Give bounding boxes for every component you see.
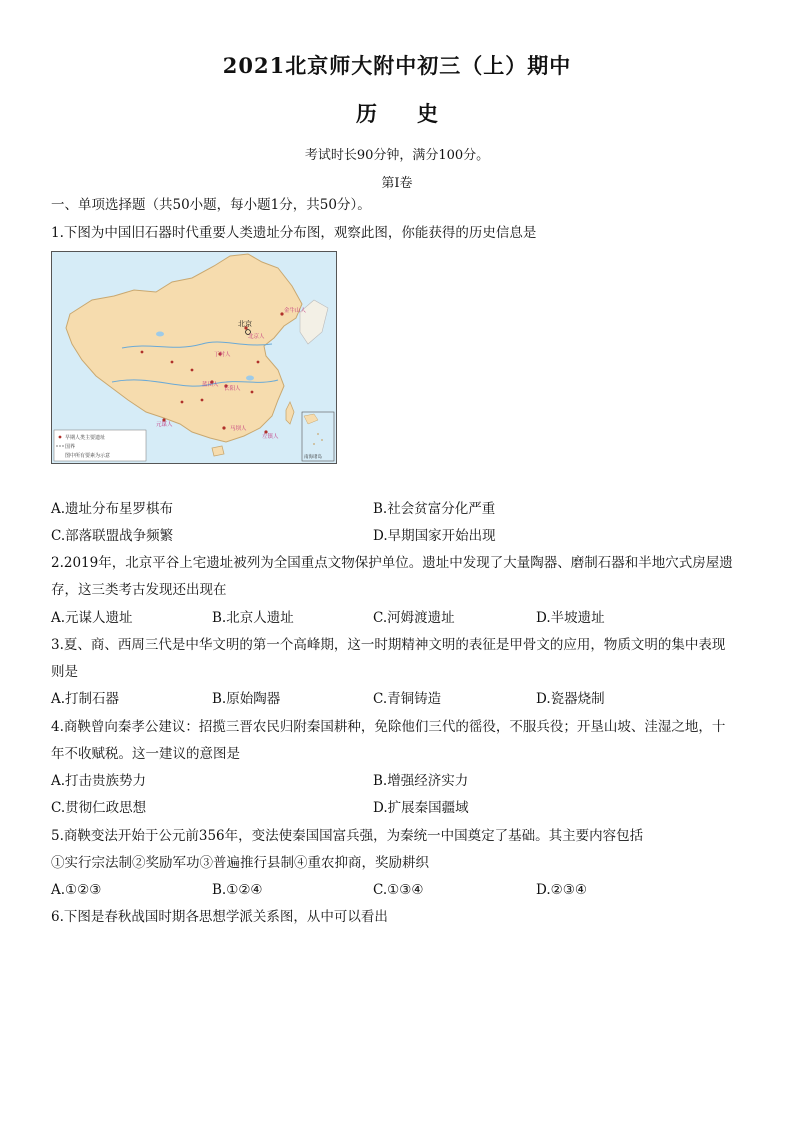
legend-item: 早期人类主要遗址 <box>65 435 106 441</box>
legend-item: 图中所有要素为示意 <box>65 453 111 459</box>
question-1-option-b[interactable]: B.社会贫富分化严重 <box>373 501 496 517</box>
hainan-landmass <box>212 446 224 456</box>
section-heading: 一、单项选择题（共50小题，每小题1分，共50分）。 <box>51 197 371 213</box>
map-legend <box>54 430 146 461</box>
lake <box>246 376 254 381</box>
question-4-stem-line-2: 年不收赋税。这一建议的意图是 <box>51 746 240 762</box>
lake <box>156 332 164 337</box>
question-3-option-b[interactable]: B.原始陶器 <box>212 691 281 707</box>
question-5-option-c[interactable]: C.①③④ <box>373 882 424 898</box>
china-landmass <box>66 254 302 442</box>
neighbor-land <box>300 300 328 344</box>
question-5-option-b[interactable]: B.①②④ <box>212 882 263 898</box>
site-label: 左镇人 <box>262 434 279 440</box>
china-paleolithic-sites-map <box>51 251 337 464</box>
question-5-stem-line-2: ①实行宗法制②奖励军功③普遍推行县制④重农抑商，奖励耕织 <box>51 855 429 871</box>
legend-item: 国界 <box>65 444 76 450</box>
map-graphic <box>52 252 336 463</box>
subject-title <box>0 98 794 128</box>
question-3-option-c[interactable]: C.青铜铸造 <box>373 691 442 707</box>
subject-char-1: 历 <box>356 101 377 126</box>
question-2-option-a[interactable]: A.元谋人遗址 <box>51 610 133 626</box>
question-1-option-c[interactable]: C.部落联盟战争频繁 <box>51 528 174 544</box>
question-2-stem-line-1: 2.2019年，北京平谷上宅遗址被列为全国重点文物保护单位。遗址中发现了大量陶器、磨制石器和半地穴式房屋遗 <box>51 555 733 571</box>
question-2-stem-line-2: 存，这三类考古发现还出现在 <box>51 582 227 598</box>
question-5-option-a[interactable]: A.①②③ <box>51 882 102 898</box>
question-3-stem-line-2: 则是 <box>51 664 78 680</box>
subject-char-2: 史 <box>417 101 438 126</box>
south-sea-inset <box>302 412 334 461</box>
site-label: 长阳人 <box>224 386 241 392</box>
inset-label: 南海诸岛 <box>304 455 322 460</box>
beijing-label: 北京 <box>238 320 252 328</box>
volume-label: 第Ⅰ卷 <box>381 176 413 191</box>
question-3-option-a[interactable]: A.打制石器 <box>51 691 120 707</box>
question-1-option-a[interactable]: A.遗址分布星罗棋布 <box>51 501 174 517</box>
site-label: 金牛山人 <box>284 308 307 314</box>
question-2-option-b[interactable]: B.北京人遗址 <box>212 610 294 626</box>
taiwan-landmass <box>286 402 294 424</box>
question-6-stem: 6.下图是春秋战国时期各思想学派关系图，从中可以看出 <box>51 909 388 925</box>
exam-title: 2021北京师大附中初三（上）期中 <box>222 53 572 78</box>
question-1-stem: 1.下图为中国旧石器时代重要人类遗址分布图，观察此图，你能获得的历史信息是 <box>51 225 537 241</box>
question-4-option-b[interactable]: B.增强经济实力 <box>373 773 469 789</box>
question-4-option-d[interactable]: D.扩展秦国疆域 <box>373 800 469 816</box>
question-5-option-d[interactable]: D.②③④ <box>536 882 587 898</box>
question-4-option-c[interactable]: C.贯彻仁政思想 <box>51 800 147 816</box>
question-4-option-a[interactable]: A.打击贵族势力 <box>51 773 147 789</box>
question-1-option-d[interactable]: D.早期国家开始出现 <box>373 528 496 544</box>
question-3-option-d[interactable]: D.瓷器烧制 <box>536 691 605 707</box>
question-2-option-c[interactable]: C.河姆渡遗址 <box>373 610 455 626</box>
exam-time-info: 考试时长90分钟，满分100分。 <box>304 148 490 163</box>
question-3-stem-line-1: 3.夏、商、西周三代是中华文明的第一个高峰期，这一时期精神文明的表征是甲骨文的应用，物质文明的集中表现 <box>51 637 726 653</box>
site-label: 马坝人 <box>230 426 247 432</box>
question-2-option-d[interactable]: D.半坡遗址 <box>536 610 605 626</box>
question-4-stem-line-1: 4.商鞅曾向秦孝公建议：招揽三晋农民归附秦国耕种，免除他们三代的徭役，不服兵役；开垦山坡、洼湿之地，十 <box>51 719 726 735</box>
question-5-stem-line-1: 5.商鞅变法开始于公元前356年，变法使秦国国富兵强，为秦统一中国奠定了基础。其主要内容包括 <box>51 828 644 844</box>
site-label: 丁村人 <box>214 352 231 358</box>
site-label: 蓝田人 <box>202 382 219 388</box>
site-label: 元谋人 <box>156 422 173 428</box>
site-label: 北京人 <box>248 334 265 340</box>
